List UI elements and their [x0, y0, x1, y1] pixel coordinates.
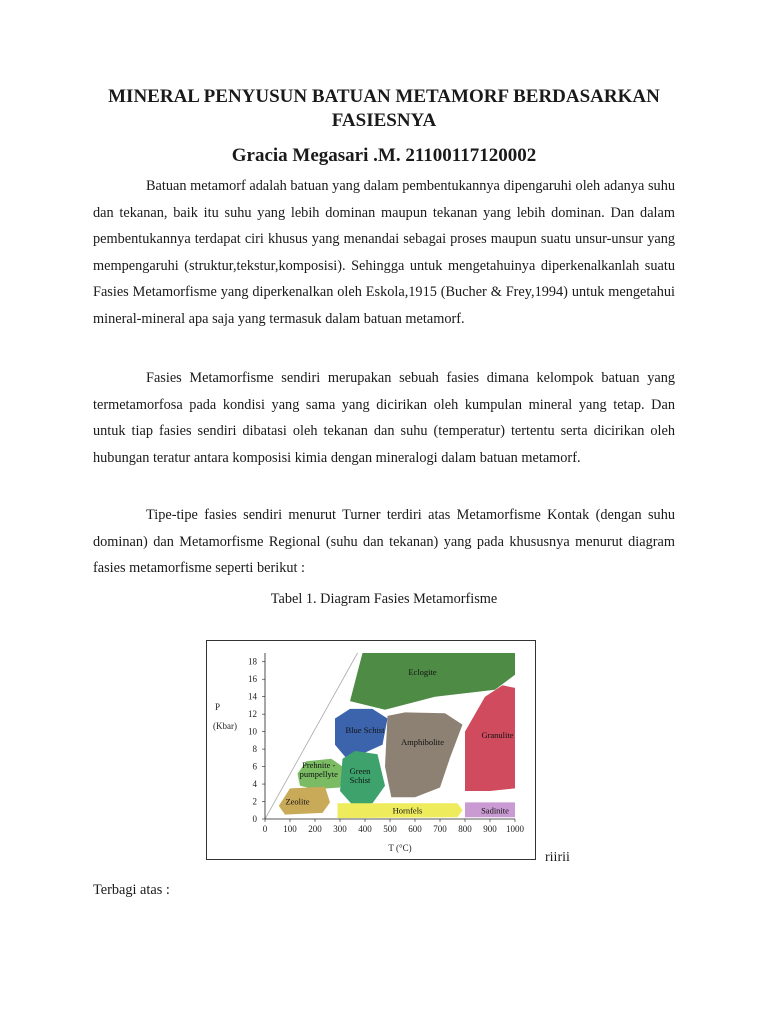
x-tick-label-4: 400: [358, 824, 372, 834]
facies-diagram-figure: [206, 640, 536, 860]
y-tick-label-6: 12: [248, 709, 257, 720]
x-tick-label-7: 700: [433, 824, 447, 834]
x-tick-label-10: 1000: [506, 824, 524, 834]
figure-caption: Tabel 1. Diagram Fasies Metamorfisme: [270, 591, 498, 607]
x-tick-label-2: 200: [308, 824, 322, 834]
facies-label-8: Sadinite: [481, 805, 509, 816]
facies-label-6: Zeolite: [285, 796, 310, 807]
x-tick-label-0: 0: [262, 824, 268, 834]
x-tick-label-5: 500: [383, 824, 397, 834]
document-title: MINERAL PENYUSUN BATUAN METAMORF BERDASARKAN FASIESNYA: [108, 86, 660, 131]
author-line: Gracia Megasari .M. 21100117120002: [231, 145, 537, 166]
paragraph-facies-types: Tipe-tipe fasies sendiri menurut Turner terdiri atas Metamorfisme Kontak (dengan suhu dominan) dan Metamorfisme Regional (suhu dan tekanan) yang pada khususnya menurut diagram fasies metamorfisme seperti berikut :: [93, 507, 675, 576]
x-tick-label-8: 800: [458, 824, 472, 834]
closing-text: Terbagi atas :: [93, 882, 170, 898]
x-tick-label-6: 600: [408, 824, 422, 834]
paragraph-intro: Batuan metamorf adalah batuan yang dalam pembentukannya dipengaruhi oleh adanya suhu dan tekanan, baik itu suhu yang lebih dominan maupun tekanan yang lebih dominan. Dan dalam pembentukannya terdapat ciri khusus yang menandai sebagai proses maupun suatu unsur-unsur yang mempengaruhi (struktur,tekstur,komposisi). Sehingga untuk mengetahuinya diperkenalkanlah suatu Fasies Metamorfisme yang diperkenalkan oleh Eskola,1915 (Bucher & Frey,1994) untuk mengetahui mineral-mineral apa saja yang termasuk dalam batuan metamorf.: [93, 178, 675, 327]
y-tick-label-2: 4: [252, 779, 257, 790]
facies-label-4: Prehnite -pumpellyte: [299, 759, 338, 779]
y-tick-label-7: 14: [248, 691, 257, 702]
x-tick-label-9: 900: [483, 824, 497, 834]
y-axis-label-unit: (Kbar): [213, 721, 237, 732]
facies-region-2: [385, 712, 463, 797]
x-tick-label-3: 300: [333, 824, 347, 834]
paragraph-facies-definition: Fasies Metamorfisme sendiri merupakan sebuah fasies dimana kelompok batuan yang termetamorfosa pada kondisi yang sama yang dicirikan oleh kumpulan mineral yang tetap. Dan untuk tiap fasies sendiri dibatasi oleh tekanan dan suhu (temperatur) tertentu serta dicirikan oleh hubungan teratur antara komposisi kimia dengan mineralogi dalam batuan metamorf.: [93, 370, 675, 466]
y-tick-label-4: 8: [252, 744, 257, 755]
figure-suffix-text: riirii: [545, 850, 570, 865]
facies-label-1: Blue Schist: [345, 724, 385, 735]
facies-label-0: Eclogite: [408, 667, 437, 678]
y-tick-label-5: 10: [248, 726, 257, 737]
facies-label-3: Granulite: [481, 730, 514, 741]
x-axis-label: T (°C): [388, 843, 412, 853]
y-tick-label-0: 0: [252, 814, 257, 824]
y-tick-label-1: 2: [252, 796, 257, 807]
facies-label-5: Green Schist: [349, 766, 371, 786]
x-tick-label-1: 100: [283, 824, 297, 834]
y-axis-label-p: P: [215, 701, 221, 712]
y-tick-label-9: 18: [248, 656, 257, 667]
facies-label-2: Amphibolite: [401, 737, 444, 748]
facies-diagram-chart: [207, 641, 535, 859]
y-tick-label-3: 6: [252, 761, 257, 772]
facies-label-7: Hornfels: [392, 805, 423, 816]
y-tick-label-8: 16: [248, 674, 257, 685]
